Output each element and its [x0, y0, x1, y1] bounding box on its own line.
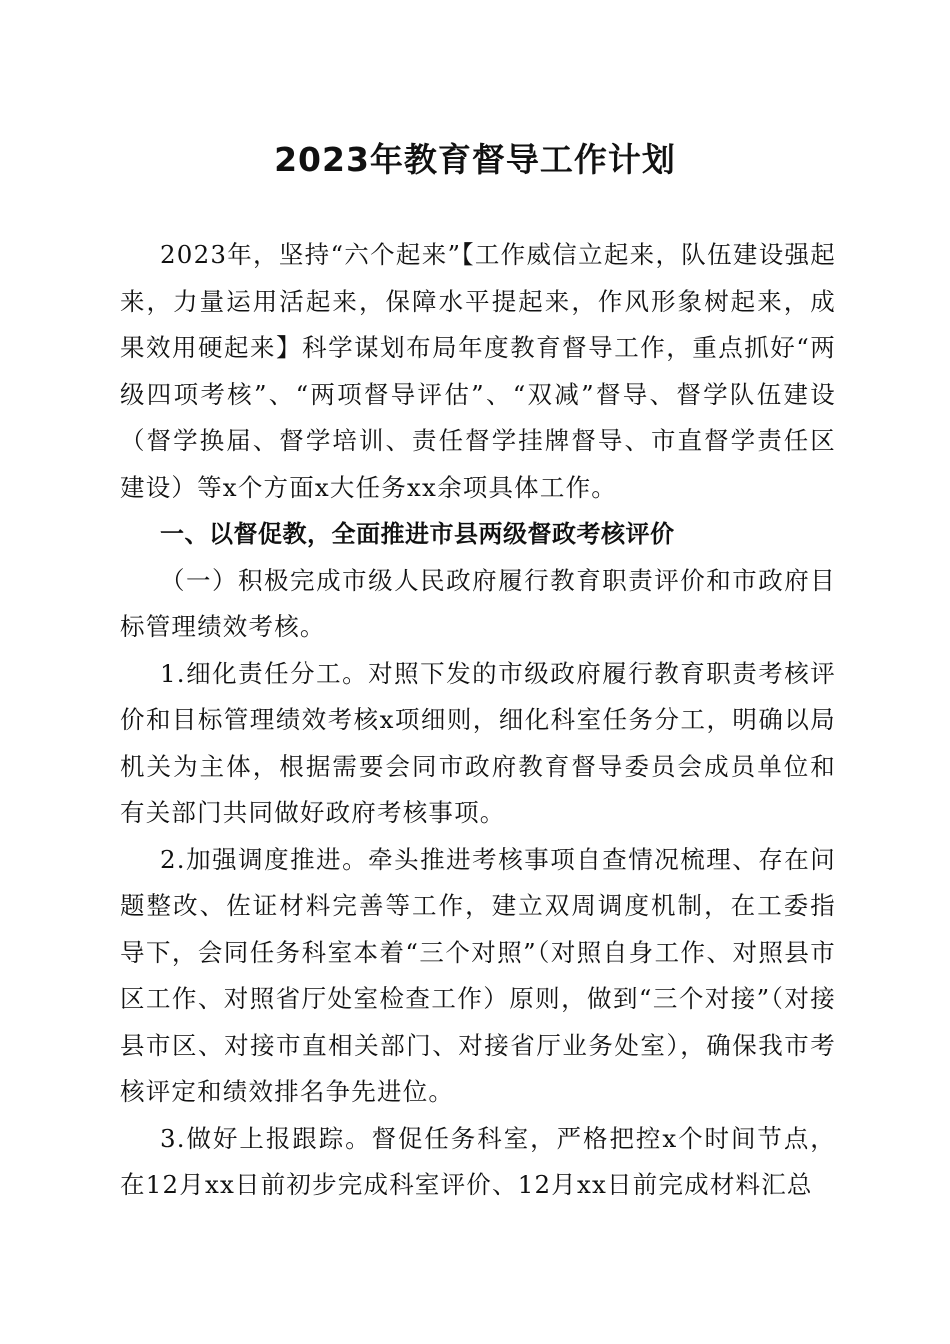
intro-paragraph: 2023年，坚持“六个起来”【工作威信立起来，队伍建设强起来，力量运用活起来，保障水平提起来，作风形象树起来，成果效用硬起来】科学谋划布局年度教育督导工作，重点抓好“两级四项考核”、“两项督导评估”、“双减”督导、督学队伍建设（督学换届、督学培训、责任督学挂牌督导、市直督学责任区建设）等x个方面x大任务xx余项具体工作。 — [120, 240, 836, 502]
item-paragraph-1: 1.细化责任分工。对照下发的市级政府履行教育职责考核评价和目标管理绩效考核x项细则，细化科室任务分工，明确以局机关为主体，根据需要会同市政府教育督导委员会成员单位和有关部门共同做好政府考核事项。 — [120, 658, 836, 827]
item-paragraph-3: 3.做好上报跟踪。督促任务科室，严格把控x个时间节点，在12月xx日前初步完成科室评价、12月xx日前完成材料汇总 — [120, 1123, 836, 1199]
subsection-heading-1: （一）积极完成市级人民政府履行教育职责评价和市政府目标管理绩效考核。 — [120, 565, 836, 641]
document-body — [120, 232, 836, 1209]
item-paragraph-2: 2.加强调度推进。牵头推进考核事项自查情况梳理、存在问题整改、佐证材料完善等工作，建立双周调度机制，在工委指导下，会同任务科室本着“三个对照”（对照自身工作、对照县市区工作、对照省厅处室检查工作）原则，做到“三个对接”（对接县市区、对接市直相关部门、对接省厅业务处室），确保我市考核评定和绩效排名争先进位。 — [120, 844, 836, 1106]
section-heading-1: 一、以督促教，全面推进市县两级督政考核评价 — [160, 520, 675, 548]
document-title: 2023年教育督导工作计划 — [274, 140, 676, 179]
